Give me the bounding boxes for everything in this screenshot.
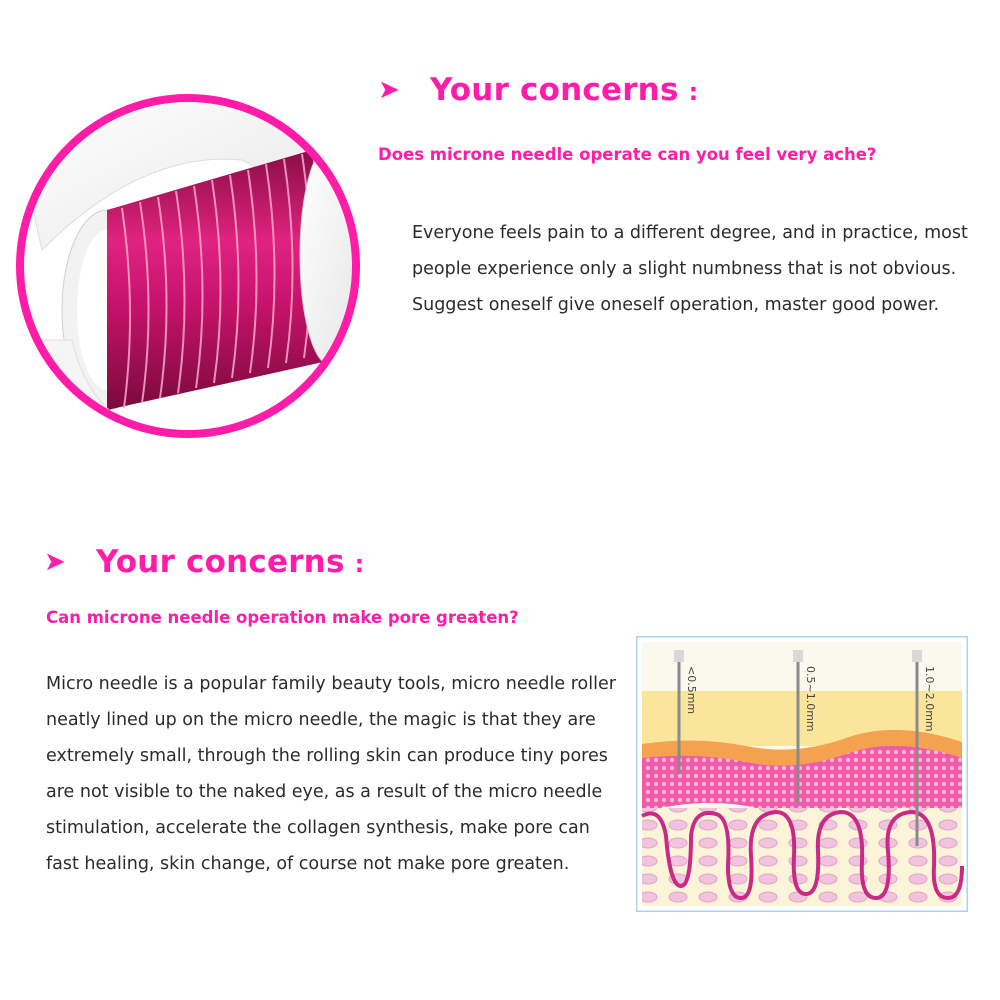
arrow-right-icon: ➤ [44,547,66,577]
section1-paragraph: Everyone feels pain to a different degree, and in practice, most people experience only a slight numbness that is not obvious. Suggest oneself give oneself operation, master good power. [412,223,968,315]
section1-heading-colon: : [688,78,699,106]
needle-label-2: 1.0~2.0mm [923,666,936,732]
section2-heading-colon: : [354,550,365,578]
section1-heading-text: Your concerns [430,72,679,108]
section2-heading [44,544,364,580]
arrow-right-icon: ➤ [378,75,400,105]
needle-label-0: <0.5mm [685,666,698,715]
section1-heading [378,72,698,108]
section2-heading-text: Your concerns [96,544,345,580]
derma-roller-image [12,90,364,442]
section2-paragraph: Micro needle is a popular family beauty tools, micro needle roller neatly lined up on the micro needle, the magic is that they are extremely small, through the rolling skin can produce tiny pores are not visible to the naked eye, as a result of the micro needle stimulation, accelerate the collagen synthesis, make pore can fast healing, skin change, of course not make pore greaten. [46,674,616,874]
skin-layers-diagram [636,636,968,912]
skin-diagram [636,636,968,912]
roller-image-circle [12,90,364,442]
section2-question: Can microne needle operation make pore greaten? [46,608,519,627]
section1-question: Does microne needle operate can you feel very ache? [378,145,877,164]
needle-label-1: 0.5~1.0mm [804,666,817,732]
